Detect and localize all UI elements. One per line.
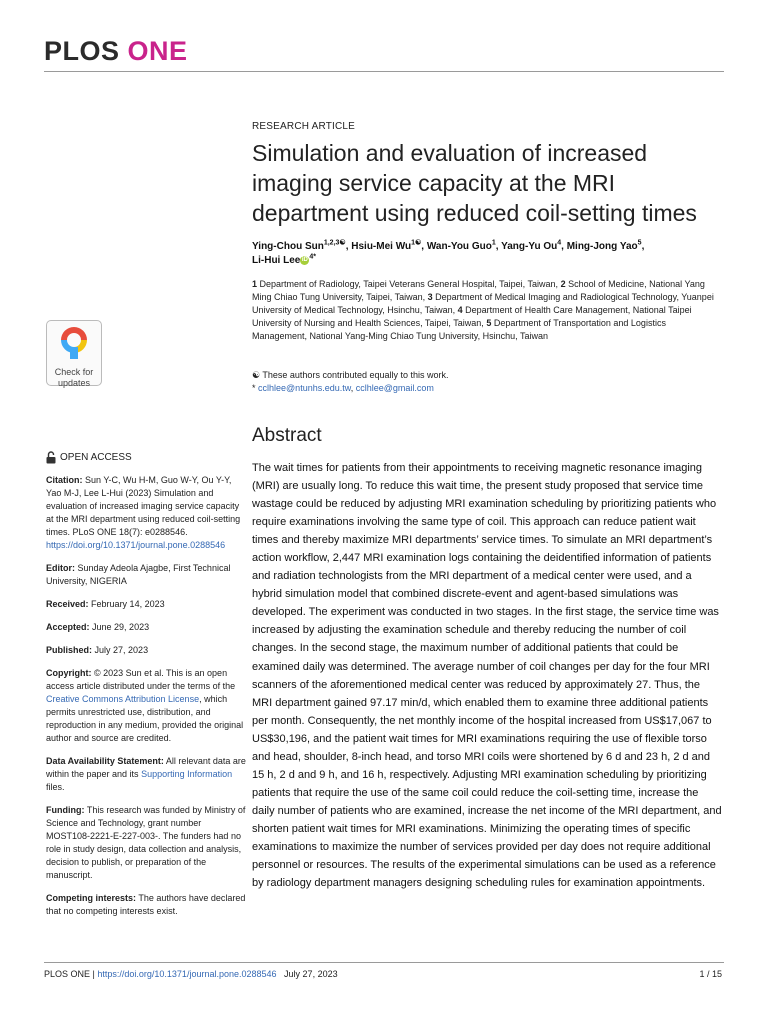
data-availability-label: Data Availability Statement: [46, 756, 164, 766]
footer-date: July 27, 2023 [284, 969, 338, 979]
received-label: Received: [46, 599, 89, 609]
affiliation-number: 3 [427, 292, 433, 302]
editor-block [46, 562, 246, 588]
abstract-text: The wait times for patients from their appointments to receiving magnetic resonance imaging (MRI) are usually long. To reduce this wait time, the present study proposed that service time wastage could be reduced by adjusting MRI examination scheduling by prioritizing patients who require examinations involving the same type of coil. This approach can reduce patient wait times and thereby maximize MRI departments’ service times. To simulate an MRI department’s action workflow, 2,447 MRI examination logs containing the deidentified information of patients and radiation technologists from the MRI department of a medical center were used, and a hybrid simulation model that combined discrete-event and agent-based simulations was developed. The experiment was conducted in two stages. In the first stage, the service time was increased by adjusting the examination schedule and thereby reducing the number of coil changes. In the second stage, the maximum number of additional patients that could be examined daily was determined. The average number of coil changes per day for the four MRI scanners of the aforementioned medical center was reduced by approximately 27. Thus, the MRI department gained 97.17 min/d, which enabled them to examine three additional patients per month. Consequently, the net monthly income of the hospital increased from US$17,067 to US$30,196, and the patient wait times for MRI examinations requiring the use of flexible torso and head, shoulder, 8-inch head, and torso MRI coils were shortened by 6 d and 23 h, 2 d and 15 h, 2 d and 9 h, and 16 h, respectively. Adjusting MRI examination scheduling by prioritizing patients that require the use of the same coil could reduce the coil-setting time, increase the daily number of patients who are examined, increase the net income of the MRI department, and shorten patient wait times for MRI examinations. Minimizing the operating times of specific examinations to maximize the number of services provided per day does not require additional personnel or resources. The results of the experimental simulations can be used as a reference by radiology department managers designing scheduling rules for examination appointments. [252, 462, 722, 890]
open-access-label [46, 451, 132, 464]
journal-logo-one: ONE [127, 36, 188, 66]
accepted-block [46, 621, 246, 634]
affiliation-text: Department of Medical Imaging and Radiological Technology, Yuanpei University of Medical Technology, Hsinchu, Taiwan, [252, 292, 714, 315]
page-number: 1 / 15 [699, 969, 722, 979]
footer-journal: PLOS ONE | [44, 969, 95, 979]
competing-interests-label: Competing interests: [46, 893, 137, 903]
author[interactable] [351, 241, 421, 252]
affiliation-number: 4 [457, 305, 463, 315]
article-metadata [46, 474, 246, 928]
email-link[interactable]: cclhlee@gmail.com [355, 383, 434, 393]
author-list: Ying-Chou Sun$^{1,2,3☯}$, Hsiu-Mei $Wu^{1☯}$, Wan-You Guo$^1$, Yang-Yu Ou$^4$, Ming-Jong Yao$^5$, Li-Hui Lee iD $^{4*}$ [252, 239, 645, 266]
author[interactable] [427, 241, 496, 252]
author[interactable] [501, 241, 561, 252]
article-type: RESEARCH ARTICLE [252, 121, 356, 132]
supporting-information-link[interactable]: Supporting Information [141, 769, 233, 779]
published-date: July 27, 2023 [94, 645, 149, 655]
author-name: Ming-Jong Yao [566, 241, 638, 252]
copyright-text: © 2023 Sun et al. This is an open access article distributed under the terms of the [46, 668, 236, 691]
affiliations [252, 278, 722, 343]
open-access-text: OPEN ACCESS [60, 452, 132, 463]
author-name: Hsiu-Mei Wu [351, 241, 412, 252]
equal-contribution-note: ☯ These authors contributed equally to this work. [252, 370, 449, 380]
author-name: Ying-Chou Sun [252, 241, 324, 252]
author-name: Yang-Yu Ou [501, 241, 558, 252]
author-affiliation-sup: 1,2,3☯ [323, 239, 346, 247]
correspondence-emails [252, 382, 722, 395]
author-name: Li-Hui Lee [252, 255, 301, 266]
citation-label: Citation: [46, 475, 83, 485]
journal-logo-plos: PLOS [44, 36, 120, 66]
abstract-heading: Abstract [252, 425, 322, 446]
author[interactable] [567, 241, 642, 252]
editor-label: Editor: [46, 563, 75, 573]
data-availability-block [46, 755, 246, 794]
badge-label-line1: Check for [54, 367, 94, 377]
author-name: Wan-You Guo [426, 241, 492, 252]
affiliation-text: Department of Radiology, Taipei Veterans General Hospital, Taipei, Taiwan, [259, 279, 559, 289]
copyright-text-end: , which permits unrestricted use, distribution, and reproduction in any medium, provided the original author and source are credited. [46, 694, 244, 743]
author-affiliation-sup: 1 [491, 239, 496, 247]
received-date: February 14, 2023 [91, 599, 165, 609]
published-block [46, 644, 246, 657]
email-link[interactable]: cclhlee@ntunhs.edu.tw [258, 383, 351, 393]
affiliation-number: 5 [486, 318, 492, 328]
author[interactable] [252, 255, 316, 266]
author[interactable] [252, 241, 346, 252]
funding-text: This research was funded by Ministry of Science and Technology, grant number MOST108-2221-E-227-003-. The funders had no role in study design, data collection and analysis, decision to publish, or preparation of the manuscript. [46, 805, 246, 880]
orcid-icon[interactable]: iD [301, 256, 308, 263]
author-notes [252, 369, 722, 395]
affiliation-number: 2 [560, 279, 566, 289]
check-for-updates-badge[interactable] [46, 320, 102, 386]
data-availability-text-end: files. [46, 782, 65, 792]
affiliation-text: School of Medicine, National Yang Ming Chiao Tung University, Taipei, Taiwan, [252, 279, 705, 302]
article-title: Simulation and evaluation of increased imaging service capacity at the MRI department using reduced coil-setting times [252, 140, 697, 226]
affiliation-number: 1 [252, 279, 258, 289]
crossmark-icon [59, 325, 89, 361]
affiliation-text: Department of Health Care Management, National Taipei University of Nursing and Health Sciences, Taipei, Taiwan, [252, 305, 692, 328]
accepted-label: Accepted: [46, 622, 90, 632]
citation-block [46, 474, 246, 552]
received-block [46, 598, 246, 611]
author-affiliation-sup: 4* [309, 253, 316, 261]
affiliation-text: Department of Transportation and Logistics Management, National Yang-Ming Chiao Tung University, Hsinchu, Taiwan [252, 318, 666, 341]
journal-logo[interactable] [44, 36, 188, 67]
funding-block [46, 804, 246, 882]
author-affiliation-sup: 4 [557, 239, 562, 247]
funding-label: Funding: [46, 805, 85, 815]
footer-doi-link[interactable]: https://doi.org/10.1371/journal.pone.0288546 [97, 969, 277, 979]
editor-text: Sunday Adeola Ajagbe, First Technical University, NIGERIA [46, 563, 231, 586]
license-link[interactable]: Creative Commons Attribution License [46, 694, 200, 704]
open-lock-icon [46, 451, 56, 464]
copyright-block [46, 667, 246, 745]
badge-label-line2: updates [57, 378, 91, 388]
author-affiliation-sup: 1☯ [411, 239, 422, 247]
header-divider [44, 71, 724, 72]
data-availability-text: All relevant data are within the paper and its [46, 756, 246, 779]
citation-text: Sun Y-C, Wu H-M, Guo W-Y, Ou Y-Y, Yao M-J, Lee L-Hui (2023) Simulation and evaluation of increased imaging service capacity at the MRI department using reduced coil-setting times. PLoS ONE 18(7): e0288546. [46, 475, 241, 537]
footer-divider [44, 962, 724, 963]
corresponding-marker: * [252, 383, 256, 393]
copyright-label: Copyright: [46, 668, 92, 678]
email-separator: , [350, 383, 354, 393]
footer [44, 969, 338, 979]
published-label: Published: [46, 645, 93, 655]
competing-interests-text: The authors have declared that no competing interests exist. [46, 893, 246, 916]
competing-interests-block [46, 892, 246, 918]
author-affiliation-sup: 5 [637, 239, 642, 247]
citation-doi-link[interactable]: https://doi.org/10.1371/journal.pone.0288546 [46, 540, 226, 550]
accepted-date: June 29, 2023 [92, 622, 150, 632]
